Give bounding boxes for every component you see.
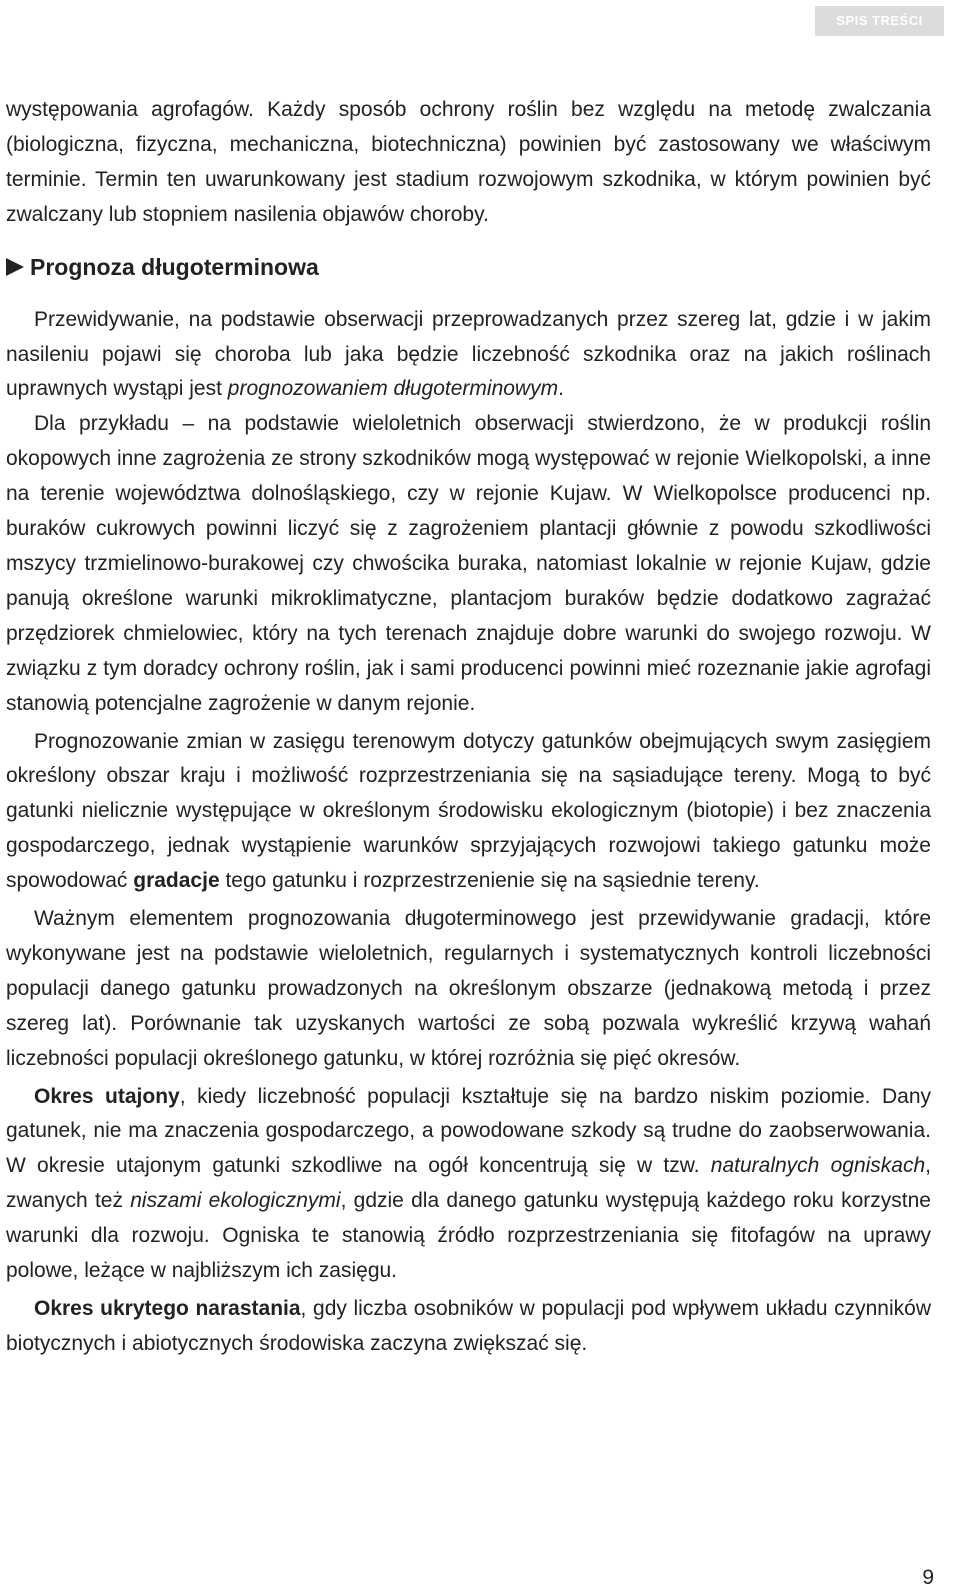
page-content — [6, 93, 931, 1362]
emphasis-term: prognozowaniem długoterminowym — [227, 377, 559, 401]
bold-term: gradacje — [133, 869, 220, 893]
page-number: 9 — [922, 1566, 934, 1589]
paragraph-definition: Przewidywanie, na podstawie obserwacji przeprowadzanych przez szereg lat, gdzie i w jakim nasileniu pojawi się choroba lub jaka będzie liczebność szkodnika oraz na jakich roślinach uprawnych wystąpi jest prognozowaniem długoterminowym. — [6, 307, 931, 401]
emphasis-term: naturalnych ogniskach — [710, 1154, 926, 1178]
paragraph-hidden-growth: Okres ukrytego narastania, gdy liczba osobników w populacji pod wpływem układu czynników biotycznych i abiotycznych środowiska zaczyna zwiększać się. — [6, 1297, 931, 1355]
bold-term: Okres ukrytego narastania — [34, 1297, 301, 1320]
paragraph-example: Dla przykładu – na podstawie wieloletnich obserwacji stwierdzono, że w produkcji roślin okopowych inne zagrożenia ze strony szkodników mogą występować w rejonie Wielkopolski, a inne na terenie województwa dolnośląskiego, czy w rejonie Kujaw. W Wielkopolsce producenci np. buraków cukrowych powinni liczyć się z zagrożeniem plantacji głównie z powodu szkodliwości mszycy trzmielinowo-burakowej czy chwościka buraka, natomiast lokalnie w rejonie Kujaw, gdzie panują określone warunki mikroklimatyczne, plantacjom buraków będzie dodatkowo zagrażać przędziorek chmielowiec, który na tych terenach znajduje dobre warunki do swojego rozwoju. W związku z tym doradcy ochrony roślin, jak i sami producenci powinni mieć rozeznanie jakie agrofagi stanowią potencjalne zagrożenie w danym rejonie. — [6, 412, 931, 715]
paragraph-range-forecast: Prognozowanie zmian w zasięgu terenowym dotyczy gatunków obejmujących swym zasięgiem określony obszar kraju i możliwość rozprzestrzeniania się na sąsiadujące tereny. Mogą to być gatunki nielicznie występujące w określonym środowisku ekologicznym (biotopie) i bez znaczenia gospodarczego, jednak wystąpienie warunków sprzyjających rozwojowi takiego gatunku może spowodować gradacje tego gatunku i rozprzestrzenienie się na sąsiednie tereny. — [6, 729, 931, 893]
section-heading-text: Prognoza długoterminowa — [30, 253, 319, 280]
paragraph-gradation: Ważnym elementem prognozowania długoterminowego jest przewidywanie gradacji, które wykonywane jest na podstawie wieloletnich, regularnych i systematycznych kontroli liczebności populacji danego gatunku prowadzonych na określonym obszarze (jednakową metodą i przez szereg lat). Porównanie tak uzyskanych wartości ze sobą pozwala wykreślić krzywą wahań liczebności populacji określonego gatunku, w której rozróżnia się pięć okresów. — [6, 907, 931, 1070]
toc-button[interactable]: SPIS TREŚCI — [815, 6, 944, 36]
paragraph-latent-period: Okres utajony, kiedy liczebność populacji kształtuje się na bardzo niskim poziomie. Dany gatunek, nie ma znaczenia gospodarczego, a powodowane szkody są trudne do zaobserwowania. W okresie utajonym gatunki szkodliwe na ogół koncentrują się w tzw. naturalnych ogniskach, zwanych też niszami ekologicznymi, gdzie dla danego gatunku występują każdego roku korzystne warunki dla rozwoju. Ogniska te stanowią źródło rozprzestrzeniania się fitofagów na uprawy polowe, leżące w najbliższym ich zasięgu. — [6, 1084, 931, 1283]
emphasis-term: niszami ekologicznymi — [130, 1189, 341, 1213]
section-heading — [6, 250, 931, 284]
triangle-bullet-icon — [6, 258, 24, 276]
bold-term: Okres utajony — [34, 1084, 180, 1108]
paragraph-intro: występowania agrofagów. Każdy sposób ochrony roślin bez względu na metodę zwalczania (biologiczna, fizyczna, mechaniczna, biotechniczna) powinien być zastosowany we właściwym terminie. Termin ten uwarunkowany jest stadium rozwojowym szkodnika, w którym powinien być zwalczany lub stopniem nasilenia objawów choroby. — [6, 98, 931, 226]
